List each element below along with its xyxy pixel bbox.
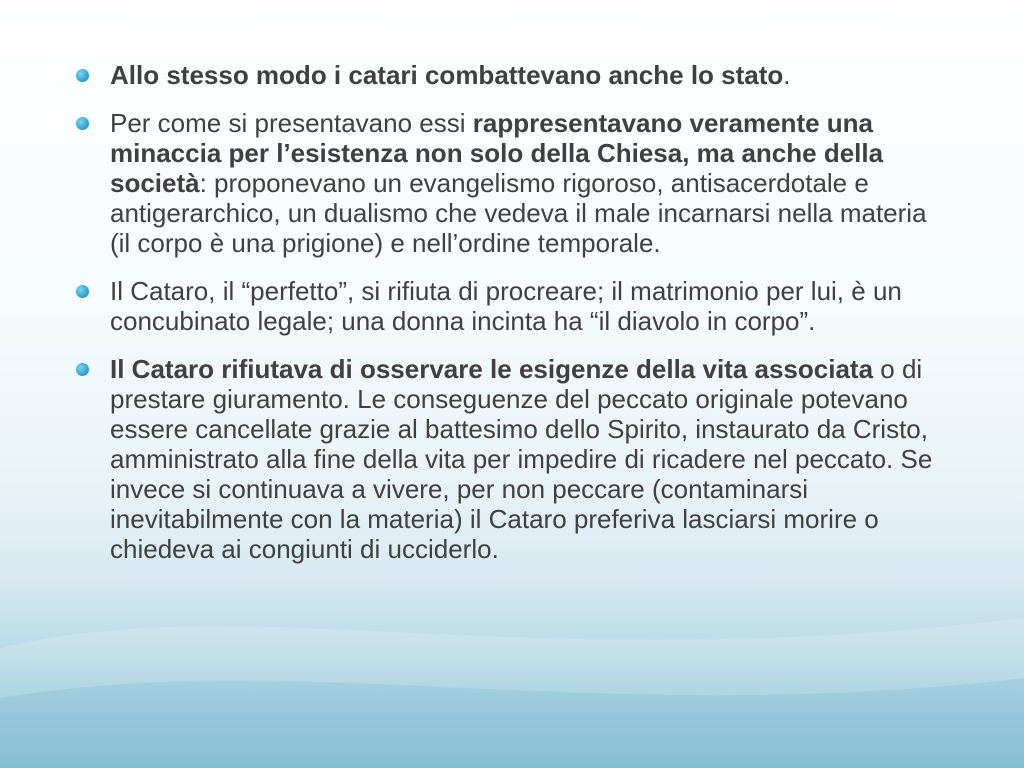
bullet-1-bold-text: Allo stesso modo i catari combattevano anche lo stato bbox=[110, 60, 784, 90]
slide-content bbox=[76, 60, 946, 582]
bullet-dot-icon bbox=[76, 117, 89, 130]
bullet-3-text: Il Cataro, il “perfetto”, si rifiuta di procreare; il matrimonio per lui, è un concubinato legale; una donna incinta ha “il diavolo in corpo”. bbox=[110, 276, 902, 336]
bullet-4-bold-text: Il Cataro rifiutava di osservare le esigenze della vita associata bbox=[110, 354, 874, 384]
bullet-1-text: . bbox=[783, 60, 791, 90]
bullet-2-text-end: : proponevano un evangelismo rigoroso, antisacerdotale e antigerarchico, un dualismo che vedeva il male incarnarsi nella materia (il corpo è una prigione) e nell’ordine temporale. bbox=[110, 168, 927, 258]
bullet-2-bold-text: rappresentavano veramente una minaccia per l’esistenza non solo della Chiesa, ma anche della società bbox=[110, 108, 884, 198]
bullet-item-1 bbox=[76, 60, 946, 90]
bullet-2-text-start: Per come si presentavano essi bbox=[110, 108, 473, 138]
bullet-dot-icon bbox=[76, 285, 89, 298]
bullet-4-text: o di prestare giuramento. Le conseguenze del peccato originale potevano essere cancellate grazie al battesimo dello Spirito, instaurato da Cristo, amministrato alla fine della vita per impedire di ricadere nel peccato. Se invece si continuava a vivere, per non peccare (contaminarsi inevitabilmente con la materia) il Cataro preferiva lasciarsi morire o chiedeva ai congiunti di ucciderlo. bbox=[110, 354, 933, 564]
bullet-item-3 bbox=[76, 276, 946, 336]
bullet-item-4 bbox=[76, 354, 946, 564]
bullet-dot-icon bbox=[76, 69, 89, 82]
bullet-item-2 bbox=[76, 108, 946, 258]
bullet-dot-icon bbox=[76, 363, 89, 376]
